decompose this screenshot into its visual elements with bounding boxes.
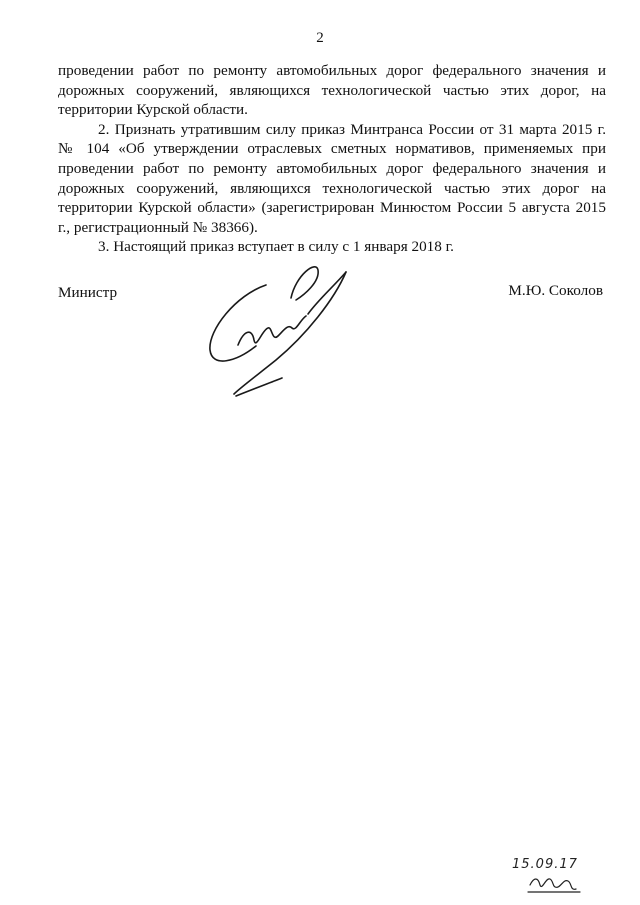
paragraph-continuation: проведении работ по ремонту автомобильных дорог федерального значения и дорожных сооружений, являющихся технологической частью этих дорог, на территории Курской области.	[58, 62, 606, 119]
handwritten-signature	[196, 250, 366, 410]
signatory-name: М.Ю. Соколов	[508, 282, 603, 299]
document-body	[58, 61, 606, 257]
paragraph-item-3: 3. Настоящий приказ вступает в силу с 1 января 2018 г.	[98, 238, 454, 256]
paragraph-item-2: 2. Признать утратившим силу приказ Минтранса России от 31 марта 2015 г. № 104 «Об утверждении отраслевых сметных нормативов, применяемых при проведении работ по ремонту автомобильных дорог федерального значения и дорожных сооружений, являющихся технологической частью этих дорог на территории Курской области» (зарегистрирован Минюстом России 5 августа 2015 г., регистрационный № 38366).	[58, 120, 606, 236]
handwritten-initials-mark	[500, 855, 595, 897]
stamp-date: 15.09.17	[512, 857, 578, 872]
page-number: 2	[316, 30, 324, 46]
signatory-title: Министр	[58, 284, 118, 301]
